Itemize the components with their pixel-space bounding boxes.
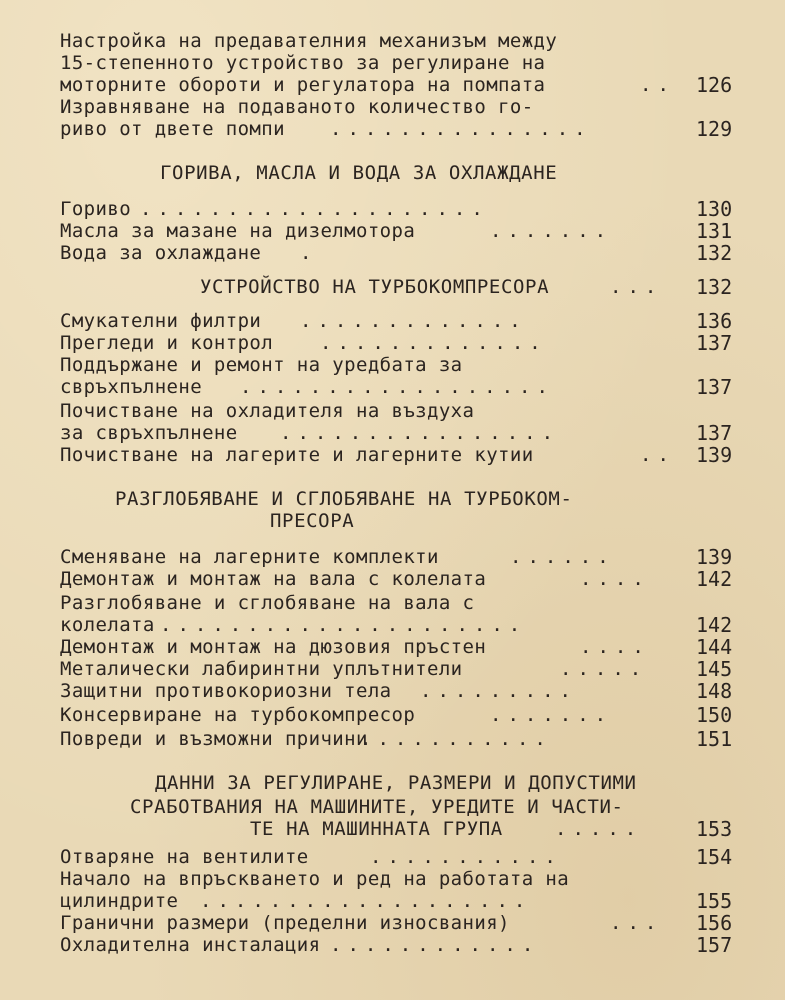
toc-entry-text: цилиндрите bbox=[60, 890, 179, 912]
toc-entry-text: свръхпълнене bbox=[60, 376, 203, 398]
toc-entry-text: Настройка на предавателния механизъм между bbox=[60, 30, 558, 52]
dot-leader: ..................... bbox=[160, 614, 527, 636]
page-number: 126 bbox=[696, 73, 733, 97]
toc-entry-text: Разглобяване и сглобяване на вала с bbox=[60, 592, 475, 614]
toc-entry-text: Почистване на лагерите и лагерните кутии bbox=[60, 444, 534, 466]
dot-leader: ................... bbox=[200, 890, 532, 912]
dot-leader: .................. bbox=[240, 376, 554, 398]
toc-entry-text: Вода за охлаждане bbox=[60, 242, 262, 264]
toc-entry-text: 15-степенното устройство за регулиране на bbox=[60, 52, 546, 74]
page-number: 129 bbox=[696, 117, 733, 141]
page-number: 139 bbox=[696, 545, 733, 569]
section-heading: УСТРОЙСТВО НА ТУРБОКОМПРЕСОРА bbox=[200, 276, 550, 298]
toc-entry-text: Начало на впръскването и ред на работата на bbox=[60, 868, 570, 890]
section-heading: ГОРИВА, МАСЛА И ВОДА ЗА ОХЛАЖДАНЕ bbox=[160, 162, 558, 184]
dot-leader: ....... bbox=[490, 220, 613, 242]
toc-entry-text: Прегледи и контрол bbox=[60, 332, 274, 354]
dot-leader: ....... bbox=[490, 704, 613, 726]
page-number: 151 bbox=[696, 727, 733, 751]
page-number: 132 bbox=[696, 241, 733, 265]
page-number: 131 bbox=[696, 219, 733, 243]
toc-entry-text: Масла за мазане на дизелмотора bbox=[60, 220, 416, 242]
section-heading: ПРЕСОРА bbox=[270, 510, 355, 532]
section-heading: ДАННИ ЗА РЕГУЛИРАНЕ, РАЗМЕРИ И ДОПУСТИМИ bbox=[155, 772, 637, 794]
page-number: 136 bbox=[696, 309, 733, 333]
toc-entry-text: Защитни противокориозни тела bbox=[60, 680, 392, 702]
toc-entry-text: Демонтаж и монтаж на дюзовия пръстен bbox=[60, 636, 487, 658]
toc-entry-text: Консервиране на турбокомпресор bbox=[60, 704, 416, 726]
page-number: 155 bbox=[696, 889, 733, 913]
dot-leader: ........... bbox=[370, 846, 562, 868]
section-heading: СРАБОТВАНИЯ НА МАШИНИТЕ, УРЕДИТЕ И ЧАСТИ- bbox=[130, 796, 624, 818]
page-number: 156 bbox=[696, 911, 733, 935]
dot-leader: ............. bbox=[320, 332, 547, 354]
dot-leader: ... bbox=[610, 912, 663, 934]
page-number: 137 bbox=[696, 421, 733, 445]
toc-entry-text: Гориво bbox=[60, 198, 132, 220]
page-number: 137 bbox=[696, 331, 733, 355]
section-heading: РАЗГЛОБЯВАНЕ И СГЛОБЯВАНЕ НА ТУРБОКОМ- bbox=[115, 488, 573, 510]
toc-entry-text: Сменяване на лагерните комплекти bbox=[60, 546, 439, 568]
page-number: 142 bbox=[696, 567, 733, 591]
page-number: 145 bbox=[696, 657, 733, 681]
toc-entry-text: риво от двете помпи bbox=[60, 118, 285, 140]
page-number: 150 bbox=[696, 703, 733, 727]
dot-leader: ............ bbox=[330, 934, 540, 956]
toc-entry-text: моторните обороти и регулатора на помпата bbox=[60, 74, 546, 96]
toc-entry-text: Отваряне на вентилите bbox=[60, 846, 309, 868]
page-number: 139 bbox=[696, 443, 733, 467]
page-number: 157 bbox=[696, 933, 733, 957]
dot-leader: ......... bbox=[420, 680, 577, 702]
toc-entry-text: Смукателни филтри bbox=[60, 310, 262, 332]
toc-entry-text: Гранични размери (пределни износвания) bbox=[60, 912, 510, 934]
toc-entry-text: Изравняване на подаваното количество го- bbox=[60, 96, 534, 118]
toc-entry-text: Повреди и възможни причини bbox=[60, 728, 368, 750]
toc-entry-text: Поддържане и ремонт на уредбата за bbox=[60, 354, 463, 376]
page-number: 154 bbox=[696, 845, 733, 869]
dot-leader: ...... bbox=[510, 546, 615, 568]
toc-entry-text: колелата bbox=[60, 614, 155, 636]
dot-leader: .. bbox=[640, 74, 675, 96]
dot-leader: ... bbox=[610, 276, 663, 298]
dot-leader: ..... bbox=[555, 818, 643, 840]
toc-entry-text: Демонтаж и монтаж на вала с колелата bbox=[60, 568, 487, 590]
page-number: 144 bbox=[696, 635, 733, 659]
section-heading: ТЕ НА МАШИННАТА ГРУПА bbox=[250, 818, 503, 840]
dot-leader: .. bbox=[640, 444, 675, 466]
toc-entry-text: Охладителна инсталация bbox=[60, 934, 321, 956]
page-number: 130 bbox=[696, 197, 733, 221]
page-number: 148 bbox=[696, 679, 733, 703]
dot-leader: .................... bbox=[140, 198, 489, 220]
toc-entry-text: за свръхпълнене bbox=[60, 422, 238, 444]
page-number: 137 bbox=[696, 375, 733, 399]
dot-leader: ................ bbox=[280, 422, 560, 444]
page-number: 132 bbox=[696, 275, 733, 299]
dot-leader: .... bbox=[580, 636, 650, 658]
dot-leader: ............... bbox=[330, 118, 592, 140]
dot-leader: ........... bbox=[360, 728, 552, 750]
dot-leader: ............. bbox=[300, 310, 527, 332]
toc-entry-text: Металически лабиринтни уплътнители bbox=[60, 658, 463, 680]
dot-leader: .... bbox=[580, 568, 650, 590]
page-number: 153 bbox=[696, 817, 733, 841]
page-number: 142 bbox=[696, 613, 733, 637]
dot-leader: ..... bbox=[560, 658, 648, 680]
toc-entry-text: Почистване на охладителя на въздуха bbox=[60, 400, 475, 422]
dot-leader: . bbox=[300, 242, 318, 264]
